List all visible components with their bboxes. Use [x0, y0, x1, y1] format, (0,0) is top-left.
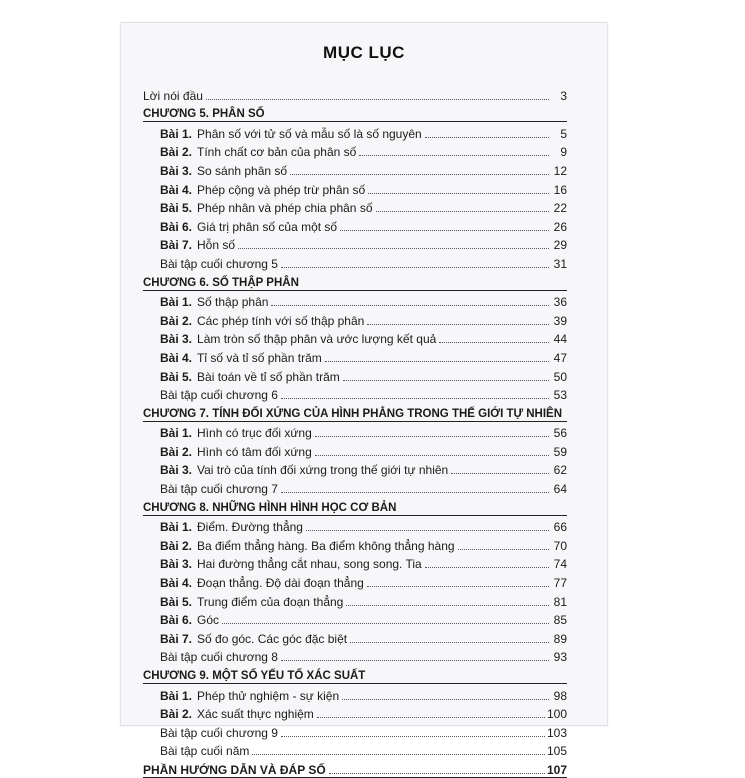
- toc-page-number: 50: [553, 369, 567, 384]
- lesson-number: Bài 1.: [160, 126, 193, 141]
- dot-leader: [325, 360, 549, 362]
- lesson-number: Bài 3.: [160, 163, 193, 178]
- dot-leader: [281, 735, 545, 737]
- dot-leader: [306, 529, 549, 531]
- toc-page-number: 26: [553, 219, 567, 234]
- lesson-label: Vai trò của tính đối xứng trong thế giới tự nhiên: [197, 463, 449, 478]
- page-title: MỤC LỤC: [323, 43, 405, 62]
- toc-page-number: 36: [553, 295, 567, 310]
- chapter-title: CHƯƠNG 5. PHÂN SỐ: [143, 108, 265, 121]
- toc-row-lesson[interactable]: [143, 684, 567, 703]
- toc-row-lesson[interactable]: [143, 553, 567, 572]
- lesson-label: Trung điểm của đoạn thẳng: [197, 594, 344, 609]
- lesson-title: [160, 184, 365, 197]
- lesson-label: Phép thử nghiệm - sự kiện: [197, 688, 340, 703]
- lesson-number: Bài 3.: [160, 463, 193, 478]
- chapter-list: [143, 103, 567, 759]
- lesson-label: Phân số với tử số và mẫu số là số nguyên: [197, 126, 422, 141]
- lesson-label: Số thập phân: [197, 295, 269, 310]
- dot-leader: [425, 136, 549, 138]
- lesson-title: [160, 221, 337, 234]
- dot-leader: [359, 154, 549, 156]
- lesson-label: Hình có trục đối xứng: [197, 426, 312, 441]
- toc-page-number: 44: [553, 332, 567, 347]
- toc-page-number: 77: [553, 576, 567, 591]
- toc-label: Lời nói đầu: [143, 88, 203, 103]
- toc-row-lesson[interactable]: [143, 141, 567, 160]
- toc-row-lesson[interactable]: [143, 422, 567, 441]
- toc-row-lesson[interactable]: [143, 646, 567, 665]
- lesson-label: Bài tập cuối chương 9: [160, 725, 278, 740]
- chapter-heading[interactable]: [143, 664, 567, 684]
- toc-row-lesson[interactable]: [143, 703, 567, 722]
- toc-row-lesson[interactable]: [143, 178, 567, 197]
- lesson-number: Bài 7.: [160, 238, 193, 253]
- toc-page-number: 93: [553, 650, 567, 665]
- lesson-title: [160, 128, 422, 141]
- lesson-title: [160, 596, 343, 609]
- toc-row-lesson[interactable]: [143, 440, 567, 459]
- chapter-heading[interactable]: [143, 103, 567, 123]
- toc-row-lesson[interactable]: [143, 234, 567, 253]
- lesson-number: Bài 2.: [160, 444, 193, 459]
- lesson-label: Góc: [197, 613, 220, 628]
- toc-page-number: 53: [553, 388, 567, 403]
- dot-leader: [315, 435, 549, 437]
- toc-page-number: 89: [553, 631, 567, 646]
- lesson-title: [160, 165, 287, 178]
- lesson-number: Bài 1.: [160, 426, 193, 441]
- dot-leader: [346, 604, 549, 606]
- lesson-title: [160, 483, 278, 496]
- toc-row-lesson[interactable]: [143, 252, 567, 271]
- chapter-heading[interactable]: [143, 402, 567, 422]
- toc-row-lesson[interactable]: [143, 627, 567, 646]
- dot-leader: [238, 247, 549, 249]
- toc-row-lesson[interactable]: [143, 534, 567, 553]
- toc-page-number: 66: [553, 520, 567, 535]
- toc-page-number: 22: [553, 201, 567, 216]
- toc-row-lesson[interactable]: [143, 291, 567, 310]
- toc-row-lesson[interactable]: [143, 384, 567, 403]
- toc-page-number: 64: [553, 482, 567, 497]
- dot-leader: [451, 472, 549, 474]
- lesson-title: [160, 540, 455, 553]
- lesson-number: Bài 5.: [160, 201, 193, 216]
- lesson-title: [160, 690, 339, 703]
- toc-page-number: 12: [553, 163, 567, 178]
- chapter-title: CHƯƠNG 8. NHỮNG HÌNH HÌNH HỌC CƠ BẢN: [143, 501, 397, 514]
- lesson-title: [160, 577, 364, 590]
- toc-row-lesson[interactable]: [143, 459, 567, 478]
- dot-leader: [315, 454, 549, 456]
- lesson-number: Bài 2.: [160, 538, 193, 553]
- lesson-label: Ba điểm thẳng hàng. Ba điểm không thẳng hàng: [197, 538, 455, 553]
- toc-page-number: 81: [553, 594, 567, 609]
- dot-leader: [350, 641, 549, 643]
- lesson-label: Bài toán về tỉ số phần trăm: [197, 369, 340, 384]
- toc-row-lesson[interactable]: [143, 159, 567, 178]
- toc-page-number: 56: [553, 426, 567, 441]
- dot-leader: [367, 585, 549, 587]
- lesson-label: Hỗn số: [197, 238, 236, 253]
- lesson-title: [160, 708, 314, 721]
- lesson-title: [160, 651, 278, 664]
- toc-row-lesson[interactable]: [143, 328, 567, 347]
- toc-row-lesson[interactable]: [143, 122, 567, 141]
- lesson-number: Bài 6.: [160, 219, 193, 234]
- dot-leader: [281, 266, 549, 268]
- lesson-number: Bài 2.: [160, 145, 193, 160]
- toc-row-lesson[interactable]: [143, 571, 567, 590]
- toc-row-lesson[interactable]: [143, 516, 567, 535]
- toc-page-number: 103: [546, 725, 567, 740]
- dot-leader: [281, 659, 549, 661]
- lesson-title: [160, 315, 364, 328]
- lesson-title: [160, 633, 347, 646]
- dot-leader: [376, 210, 550, 212]
- dot-leader: [222, 622, 549, 624]
- lesson-title: [160, 389, 278, 402]
- dot-leader: [271, 304, 549, 306]
- dot-leader: [206, 98, 549, 100]
- lesson-label: Các phép tính với số thập phân: [197, 313, 365, 328]
- toc-page-number: 3: [560, 88, 567, 103]
- lesson-title: [160, 146, 356, 159]
- lesson-title: [160, 296, 268, 309]
- toc-page-number: 16: [553, 182, 567, 197]
- toc-page-number: 39: [553, 313, 567, 328]
- lesson-label: Hai đường thẳng cắt nhau, song song. Tia: [197, 557, 422, 572]
- lesson-label: Giá trị phân số của một số: [197, 219, 338, 234]
- lesson-title: [160, 446, 312, 459]
- dot-leader: [458, 548, 549, 550]
- lesson-title: [160, 727, 278, 740]
- toc-page-number: 98: [553, 688, 567, 703]
- lesson-label: Số đo góc. Các góc đặc biệt: [197, 631, 348, 646]
- lesson-title: [160, 352, 322, 365]
- lesson-title: [160, 239, 235, 252]
- dot-leader: [343, 379, 549, 381]
- dot-leader: [342, 698, 549, 700]
- lesson-title: [160, 202, 373, 215]
- toc-row-lesson[interactable]: [143, 477, 567, 496]
- lesson-label: So sánh phân số: [197, 163, 288, 178]
- lesson-label: Bài tập cuối chương 7: [160, 482, 278, 497]
- toc-row-answers[interactable]: [143, 758, 567, 778]
- lesson-label: Điểm. Đường thẳng: [197, 520, 303, 535]
- lesson-label: Bài tập cuối năm: [160, 744, 250, 759]
- table-of-contents: [143, 84, 567, 778]
- lesson-label: Phép nhân và phép chia phân số: [197, 201, 373, 216]
- lesson-label: Tính chất cơ bản của phân số: [197, 145, 357, 160]
- toc-page-number: 70: [553, 538, 567, 553]
- lesson-label: Bài tập cuối chương 8: [160, 650, 278, 665]
- toc-page-number: 47: [553, 350, 567, 365]
- lesson-number: Bài 6.: [160, 613, 193, 628]
- dot-leader: [368, 192, 549, 194]
- toc-row-lesson[interactable]: [143, 609, 567, 628]
- toc-row-intro[interactable]: [143, 84, 567, 103]
- lesson-label: Làm tròn số thập phân và ước lượng kết quả: [197, 332, 437, 347]
- toc-row-lesson[interactable]: [143, 365, 567, 384]
- toc-row-lesson[interactable]: [143, 215, 567, 234]
- lesson-number: Bài 5.: [160, 594, 193, 609]
- lesson-number: Bài 1.: [160, 688, 193, 703]
- toc-page-number: 5: [560, 126, 567, 141]
- toc-page-number: 74: [553, 557, 567, 572]
- toc-row-lesson[interactable]: [143, 721, 567, 740]
- lesson-number: Bài 1.: [160, 520, 193, 535]
- lesson-label: Xác suất thực nghiệm: [197, 707, 314, 722]
- lesson-label: Bài tập cuối chương 6: [160, 388, 278, 403]
- dot-leader: [252, 753, 545, 755]
- dot-leader: [425, 566, 549, 568]
- chapter-title: CHƯƠNG 6. SỐ THẬP PHÂN: [143, 276, 299, 289]
- toc-page-number: 29: [553, 238, 567, 253]
- lesson-label: Tỉ số và tỉ số phần trăm: [197, 350, 322, 365]
- toc-row-lesson[interactable]: [143, 309, 567, 328]
- toc-page-number: 9: [560, 145, 567, 160]
- book-page: [120, 22, 608, 777]
- toc-row-lesson[interactable]: [143, 346, 567, 365]
- toc-row-lesson[interactable]: [143, 590, 567, 609]
- toc-page-number: 105: [546, 744, 567, 759]
- lesson-number: Bài 7.: [160, 631, 193, 646]
- lesson-number: Bài 4.: [160, 182, 193, 197]
- toc-page-number: 107: [546, 762, 567, 777]
- lesson-title: [160, 258, 278, 271]
- lesson-number: Bài 1.: [160, 295, 193, 310]
- chapter-title: CHƯƠNG 7. TÍNH ĐỐI XỨNG CỦA HÌNH PHẲNG TRONG THẾ GIỚI TỰ NHIÊN: [143, 407, 563, 420]
- dot-leader: [329, 772, 545, 774]
- dot-leader: [367, 323, 549, 325]
- dot-leader: [281, 491, 549, 493]
- chapter-heading[interactable]: [143, 496, 567, 516]
- toc-row-lesson[interactable]: [143, 740, 567, 759]
- lesson-title: [160, 558, 422, 571]
- lesson-number: Bài 3.: [160, 332, 193, 347]
- toc-page-number: 62: [553, 463, 567, 478]
- lesson-number: Bài 2.: [160, 707, 193, 722]
- lesson-title: [160, 427, 312, 440]
- lesson-label: Phép cộng và phép trừ phân số: [197, 182, 366, 197]
- lesson-title: [160, 333, 436, 346]
- lesson-title: [160, 614, 219, 627]
- lesson-label: Bài tập cuối chương 5: [160, 256, 278, 271]
- lesson-number: Bài 2.: [160, 313, 193, 328]
- lesson-title: [160, 521, 303, 534]
- lesson-label: Đoạn thẳng. Độ dài đoạn thẳng: [197, 576, 364, 591]
- lesson-number: Bài 3.: [160, 557, 193, 572]
- toc-label: PHẦN HƯỚNG DẪN VÀ ĐÁP SỐ: [143, 762, 326, 777]
- lesson-number: Bài 4.: [160, 350, 193, 365]
- toc-row-lesson[interactable]: [143, 197, 567, 216]
- dot-leader: [281, 397, 549, 399]
- lesson-title: [160, 745, 249, 758]
- lesson-number: Bài 4.: [160, 576, 193, 591]
- dot-leader: [439, 341, 549, 343]
- dot-leader: [290, 173, 549, 175]
- lesson-label: Hình có tâm đối xứng: [197, 444, 312, 459]
- dot-leader: [317, 716, 545, 718]
- toc-page-number: 59: [553, 444, 567, 459]
- lesson-number: Bài 5.: [160, 369, 193, 384]
- lesson-title: [160, 371, 340, 384]
- toc-page-number: 31: [553, 256, 567, 271]
- toc-page-number: 85: [553, 613, 567, 628]
- chapter-heading[interactable]: [143, 271, 567, 291]
- lesson-title: [160, 464, 448, 477]
- chapter-title: CHƯƠNG 9. MỘT SỐ YẾU TỐ XÁC SUẤT: [143, 670, 366, 682]
- toc-page-number: 100: [546, 707, 567, 722]
- dot-leader: [340, 229, 549, 231]
